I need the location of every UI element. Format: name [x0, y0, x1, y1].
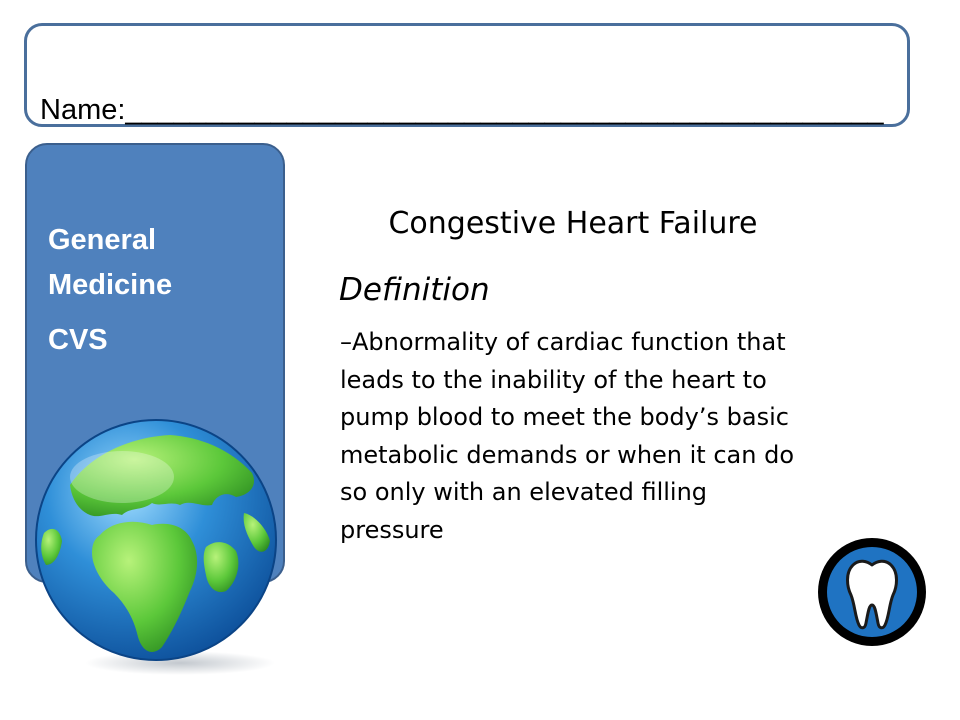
- globe-icon: [30, 415, 282, 677]
- topic-label: CVS: [48, 324, 108, 356]
- subject-label: General Medicine: [48, 224, 173, 301]
- slide-title: Congestive Heart Failure: [388, 206, 758, 241]
- definition-text: –Abnormality of cardiac function that leads to the inability of the heart to pump blood to meet the body’s basic metabolic demands or when it can do so only with an elevated filling pressure: [340, 328, 794, 544]
- name-label: Name:_______________________________________________: [40, 94, 884, 126]
- tooth-badge: [815, 535, 930, 650]
- definition-heading: Definition: [339, 272, 490, 308]
